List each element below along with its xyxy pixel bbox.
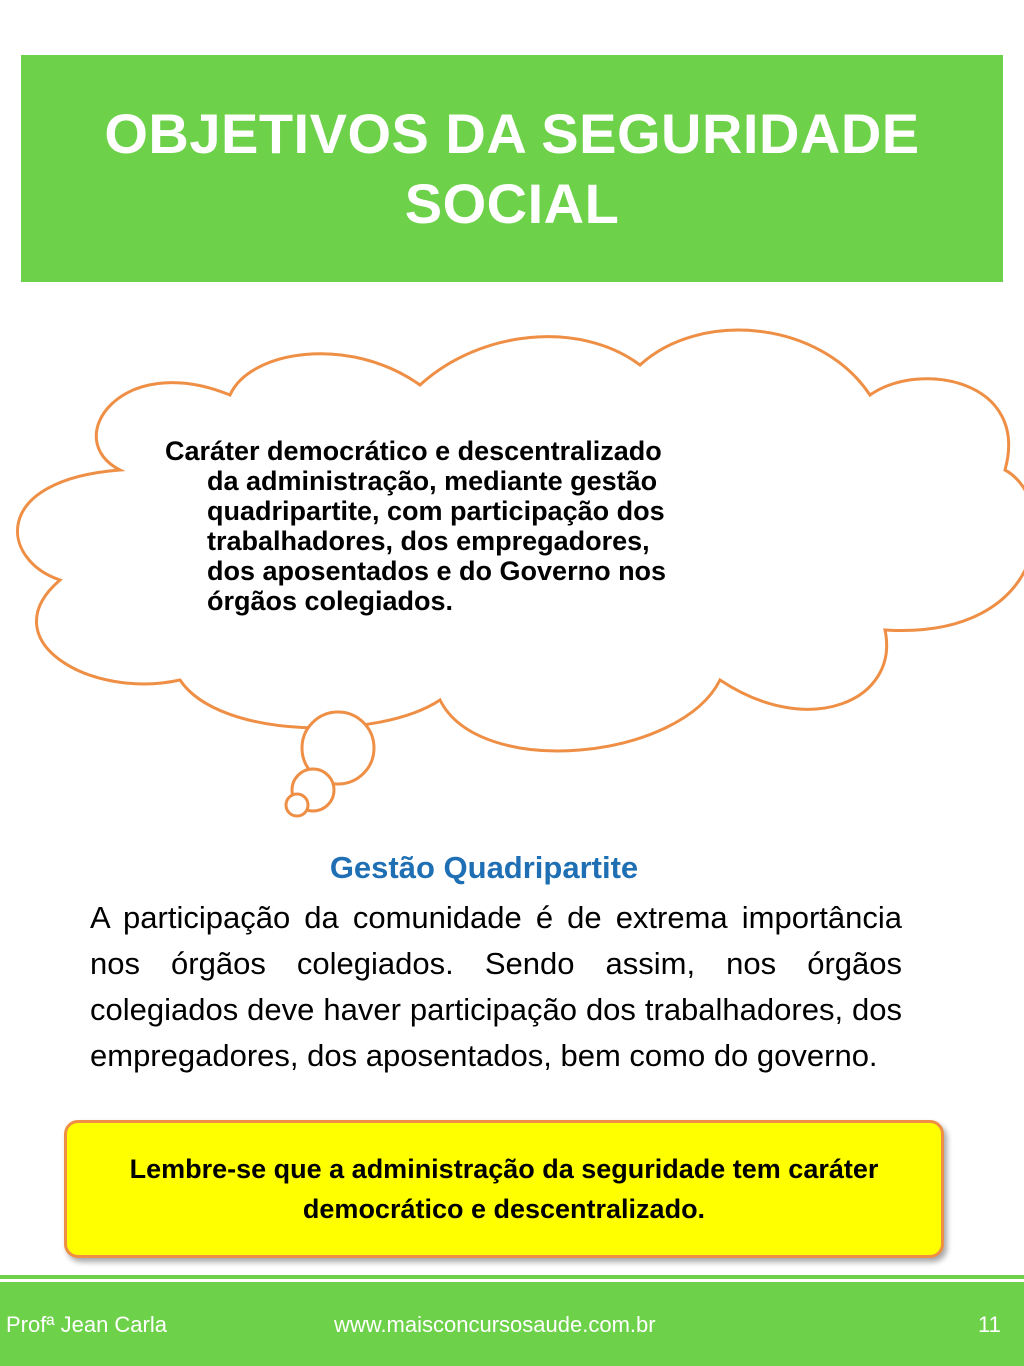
cloud-text-first-line: Caráter democrático e descentralizado xyxy=(165,436,662,466)
reminder-callout xyxy=(64,1120,944,1258)
reminder-text: Lembre-se que a administração da seguridade tem caráter democrático e descentralizado. xyxy=(129,1154,879,1224)
footer-divider xyxy=(0,1275,1024,1279)
cloud-text-rest: da administração, mediante gestão quadripartite, com participação dos trabalhadores, dos empregadores, dos aposentados e do Governo nos órgãos colegiados. xyxy=(207,466,667,616)
section-heading xyxy=(0,850,1024,886)
section-body: A participação da comunidade é de extrema importância nos órgãos colegiados. Sendo assim, nos órgãos colegiados deve haver participação dos trabalhadores, dos empregadores, dos aposentados, bem como do governo. xyxy=(90,900,902,1073)
cloud-text xyxy=(165,436,795,616)
page-number: 11 xyxy=(978,1312,1001,1337)
thought-bubble-small xyxy=(286,794,308,816)
title-banner xyxy=(21,55,1003,282)
section-title-text: Gestão Quadripartite xyxy=(329,850,639,885)
page-title: OBJETIVOS DA SEGURIDADE SOCIAL xyxy=(104,101,920,235)
footer-author: Profª Jean Carla xyxy=(6,1312,167,1337)
footer-website: www.maisconcursosaude.com.br xyxy=(334,1312,656,1337)
